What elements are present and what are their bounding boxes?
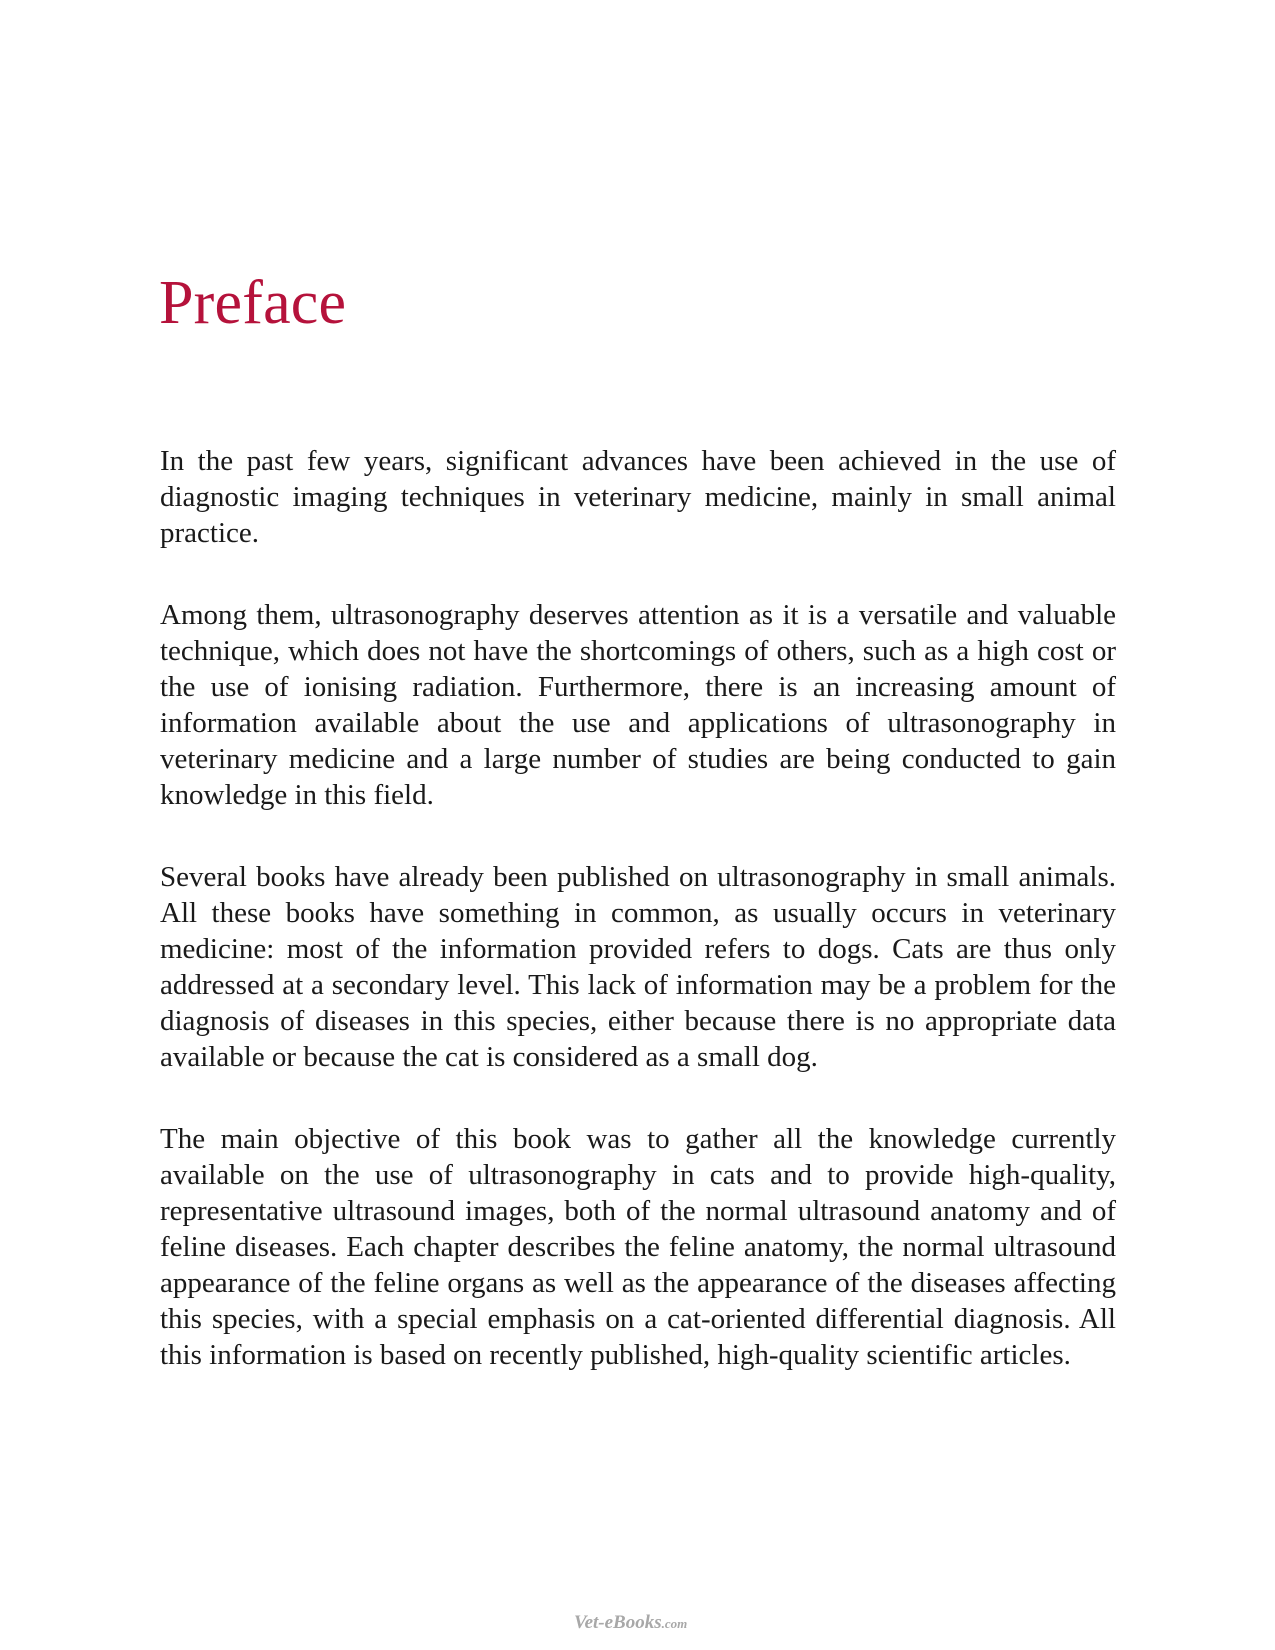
paragraph-3: Several books have already been published on ultrasonography in small animals. All these books have something in common, as usually occurs in veterinary medicine: most of the information provided refers to dogs. Cats are thus only addressed at a secondary level. This lack of information may be a problem for the diagnosis of diseases in this species, either because there is no appropriate data available or because the cat is considered as a small dog. <box>160 861 1116 1073</box>
paragraph-4: The main objective of this book was to gather all the knowledge currently available on the use of ultrasonography in cats and to provide high-quality, representative ultrasound images, both of the normal ultrasound anatomy and of feline diseases. Each chapter describes the feline anatomy, the normal ultrasound appearance of the feline organs as well as the appearance of the diseases affecting this species, with a special emphasis on a cat-oriented differential diagnosis. All this information is based on recently published, high-quality scientific articles. <box>160 1123 1116 1371</box>
preface-body <box>160 443 1116 1419</box>
watermark-main: Vet-eBooks <box>574 1612 662 1633</box>
watermark-logo <box>574 1612 687 1634</box>
page-title: Preface <box>159 269 347 337</box>
watermark-suffix: .com <box>661 1616 688 1631</box>
paragraph-2: Among them, ultrasonography deserves attention as it is a versatile and valuable technique, which does not have the shortcomings of others, such as a high cost or the use of ionising radiation. Furthermore, there is an increasing amount of information available about the use and applications of ultrasonography in veterinary medicine and a large number of studies are being conducted to gain knowledge in this field. <box>160 599 1116 811</box>
paragraph-1: In the past few years, significant advances have been achieved in the use of diagnostic imaging techniques in veterinary medicine, mainly in small animal practice. <box>160 445 1116 549</box>
